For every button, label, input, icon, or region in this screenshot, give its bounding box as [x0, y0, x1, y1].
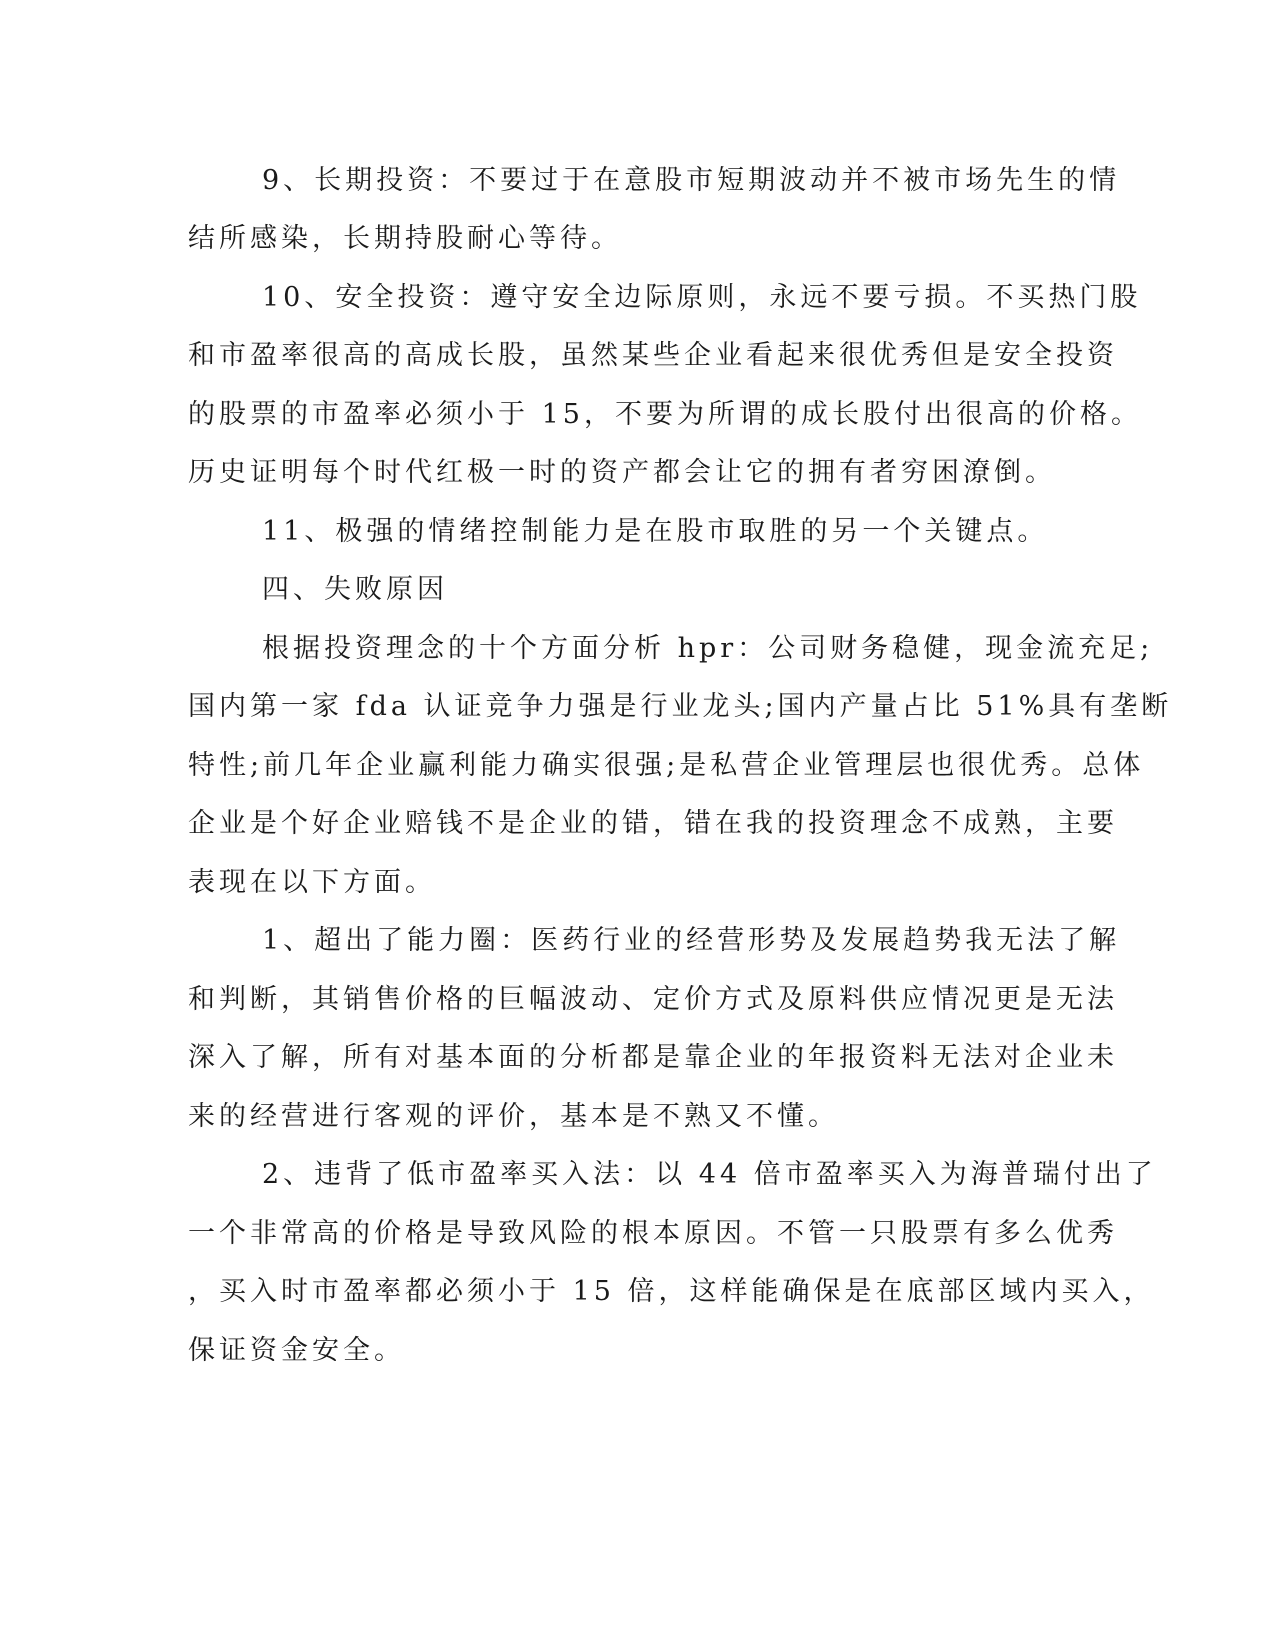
- analysis-line-2: 国内第一家 fda 认证竞争力强是行业龙头;国内产量占比 51%具有垄断: [188, 691, 1173, 722]
- analysis-line-4: 企业是个好企业赔钱不是企业的错，错在我的投资理念不成熟，主要: [188, 808, 1118, 839]
- paragraph-10-line-1: 10、安全投资：遵守安全边际原则，永远不要亏损。不买热门股: [262, 282, 1142, 313]
- analysis-line-3: 特性;前几年企业赢利能力确实很强;是私营企业管理层也很优秀。总体: [188, 750, 1145, 781]
- section-heading: 四、失败原因: [262, 574, 448, 605]
- paragraph-9-line-1: 9、长期投资：不要过于在意股市短期波动并不被市场先生的情: [262, 165, 1121, 196]
- reason-2-line-3: ，买入时市盈率都必须小于 15 倍，这样能确保是在底部区域内买入，: [188, 1276, 1155, 1307]
- paragraph-9-line-2: 结所感染，长期持股耐心等待。: [188, 223, 622, 254]
- paragraph-11-line-1: 11、极强的情绪控制能力是在股市取胜的另一个关键点。: [262, 516, 1049, 547]
- reason-2-line-1: 2、违背了低市盈率买入法：以 44 倍市盈率买入为海普瑞付出了: [262, 1159, 1157, 1190]
- reason-1-line-2: 和判断，其销售价格的巨幅波动、定价方式及原料供应情况更是无法: [188, 984, 1118, 1015]
- reason-2-line-4: 保证资金安全。: [188, 1335, 405, 1366]
- paragraph-10-line-3: 的股票的市盈率必须小于 15，不要为所谓的成长股付出很高的价格。: [188, 399, 1142, 430]
- reason-1-line-4: 来的经营进行客观的评价，基本是不熟又不懂。: [188, 1101, 839, 1132]
- paragraph-10-line-4: 历史证明每个时代红极一时的资产都会让它的拥有者穷困潦倒。: [188, 457, 1056, 488]
- reason-2-line-2: 一个非常高的价格是导致风险的根本原因。不管一只股票有多么优秀: [188, 1218, 1118, 1249]
- reason-1-line-1: 1、超出了能力圈：医药行业的经营形势及发展趋势我无法了解: [262, 925, 1121, 956]
- reason-1-line-3: 深入了解，所有对基本面的分析都是靠企业的年报资料无法对企业未: [188, 1042, 1118, 1073]
- analysis-line-5: 表现在以下方面。: [188, 867, 436, 898]
- analysis-line-1: 根据投资理念的十个方面分析 hpr：公司财务稳健，现金流充足;: [262, 633, 1154, 664]
- paragraph-10-line-2: 和市盈率很高的高成长股，虽然某些企业看起来很优秀但是安全投资: [188, 340, 1118, 371]
